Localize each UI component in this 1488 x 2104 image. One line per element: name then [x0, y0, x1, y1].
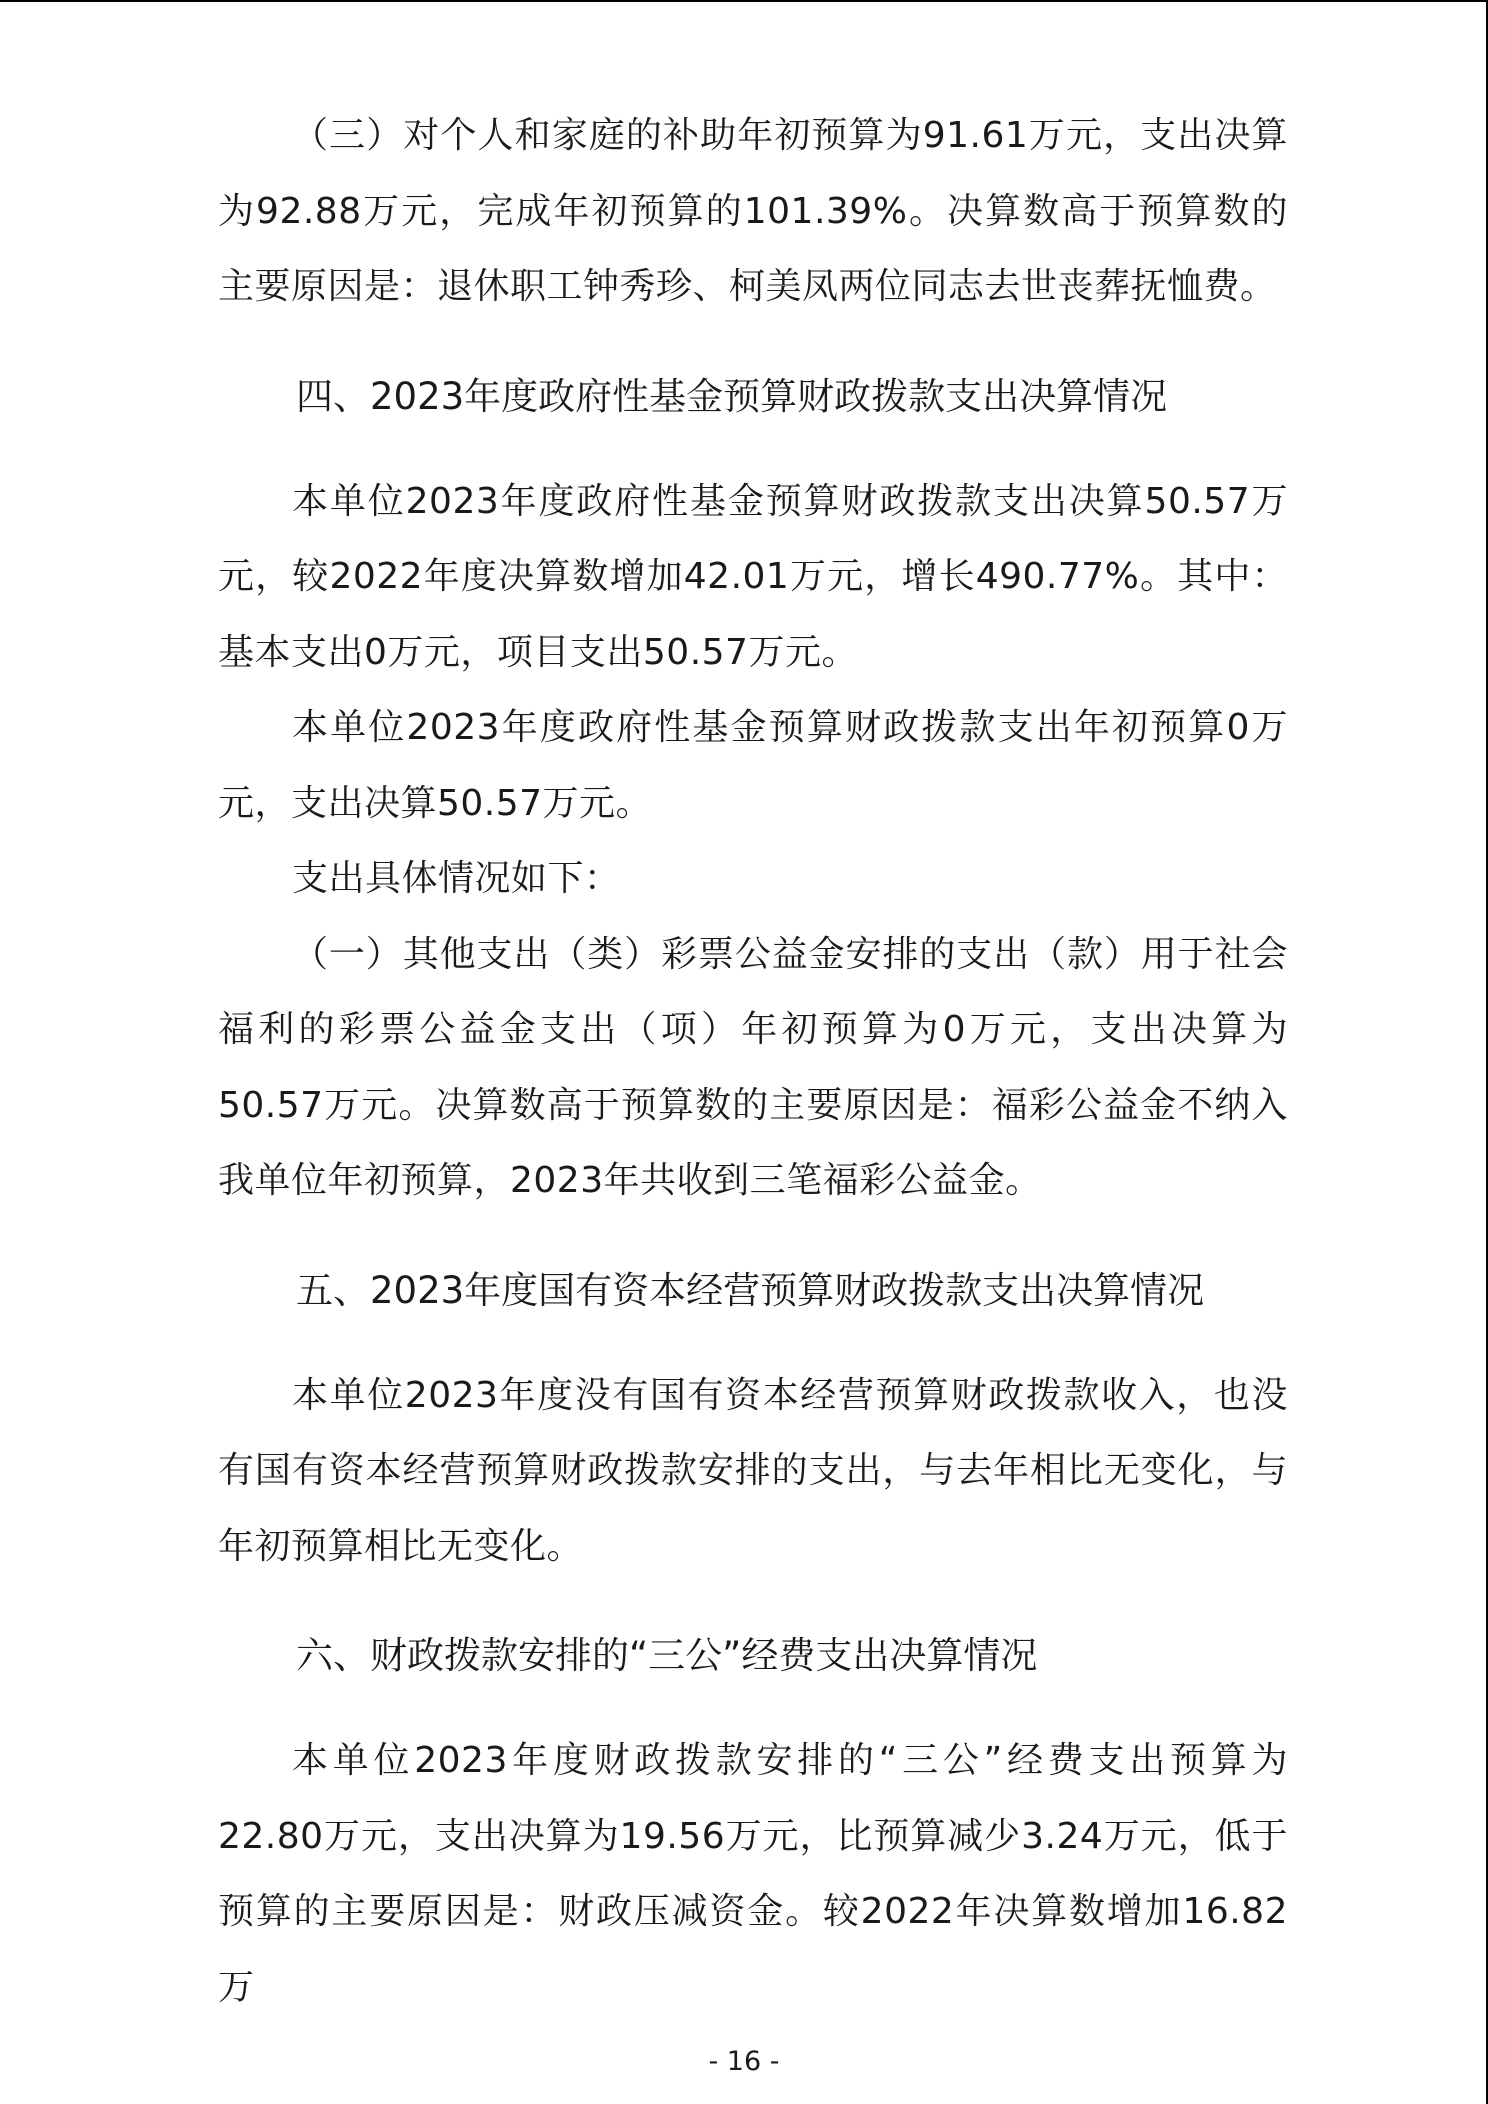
page-border-top: [0, 0, 1488, 2]
page-number: - 16 -: [708, 2046, 780, 2077]
paragraph-lottery-welfare-fund: （一）其他支出（类）彩票公益金安排的支出（款）用于社会福利的彩票公益金支出（项）年初预算为0万元，支出决算为50.57万元。决算数高于预算数的主要原因是：福彩公益金不纳入我单位年初预算，2023年共收到三笔福彩公益金。: [218, 933, 1288, 1201]
paragraph-three-public-expenses: 本单位2023年度财政拨款安排的“三公”经费支出预算为22.80万元，支出决算为19.56万元，比预算减少3.24万元，低于预算的主要原因是：财政压减资金。较2022年决算数增加16.82万: [218, 1740, 1288, 2008]
paragraph-state-capital-summary: 本单位2023年度没有国有资本经营预算财政拨款收入，也没有国有资本经营预算财政拨款安排的支出，与去年相比无变化，与年初预算相比无变化。: [218, 1374, 1288, 1567]
paragraph-personal-family-subsidy: （三）对个人和家庭的补助年初预算为91.61万元，支出决算为92.88万元，完成年初预算的101.39%。决算数高于预算数的主要原因是：退休职工钟秀珍、柯美凤两位同志去世丧葬抚恤费。: [218, 115, 1288, 307]
section-heading-state-capital: 五、2023年度国有资本经营预算财政拨款支出决算情况: [296, 1268, 1205, 1312]
section-heading-government-fund: 四、2023年度政府性基金预算财政拨款支出决算情况: [296, 374, 1168, 418]
paragraph-government-fund-budget: 本单位2023年度政府性基金预算财政拨款支出年初预算0万元，支出决算50.57万元。: [218, 707, 1288, 824]
paragraph-government-fund-summary: 本单位2023年度政府性基金预算财政拨款支出决算50.57万元，较2022年度决算数增加42.01万元，增长490.77%。其中：基本支出0万元，项目支出50.57万元。: [218, 480, 1288, 673]
document-body: [218, 98, 1288, 2025]
paragraph-expenditure-details-intro: 支出具体情况如下：: [292, 858, 621, 899]
section-heading-three-public-expenses: 六、财政拨款安排的“三公”经费支出决算情况: [296, 1634, 1038, 1677]
